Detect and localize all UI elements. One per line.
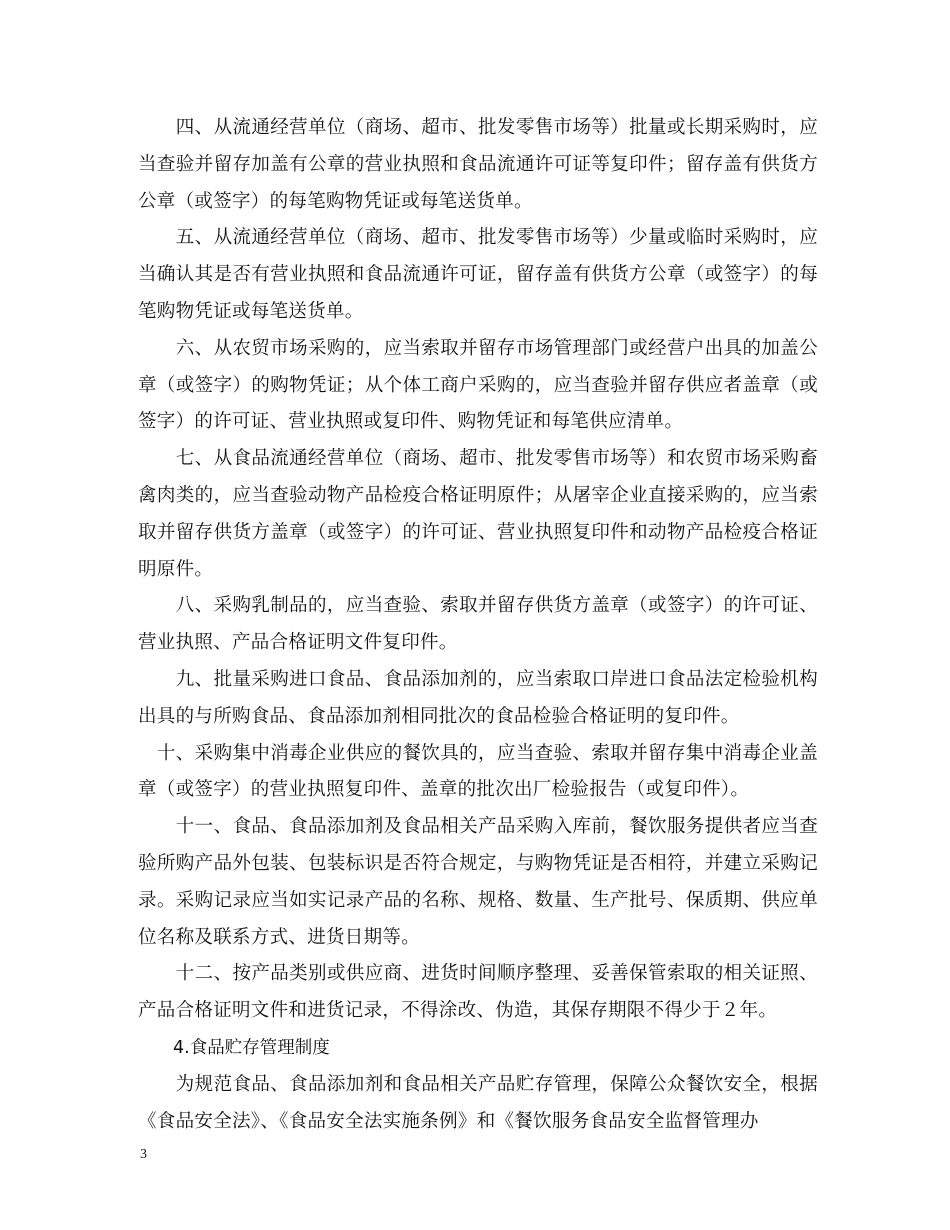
paragraph-10: 十、采购集中消毒企业供应的餐饮具的，应当查验、索取并留存集中消毒企业盖章（或签字）的营业执照复印件、盖章的批次出厂检验报告（或复印件）。 (138, 742, 818, 801)
paragraph-9: 九、批量采购进口食品、食品添加剂的，应当索取口岸进口食品法定检验机构出具的与所购食品、食品添加剂相同批次的食品检验合格证明的复印件。 (138, 668, 818, 727)
paragraph-storage-intro: 为规范食品、食品添加剂和食品相关产品贮存管理，保障公众餐饮安全，根据《食品安全法》、《食品安全法实施条例》和《餐饮服务食品安全监督管理办 (138, 1073, 818, 1132)
paragraph-6: 六、从农贸市场采购的，应当索取并留存市场管理部门或经营户出具的加盖公章（或签字）的购物凭证；从个体工商户采购的，应当查验并留存供应者盖章（或签字）的许可证、营业执照或复印件、购物凭证和每笔供应清单。 (138, 337, 818, 433)
paragraph-4: 四、从流通经营单位（商场、超市、批发零售市场等）批量或长期采购时，应当查验并留存加盖有公章的营业执照和食品流通许可证等复印件；留存盖有供货方公章（或签字）的每笔购物凭证或每笔送货单。 (138, 117, 818, 212)
section-heading: 4.食品贮存管理制度 (138, 1037, 330, 1058)
page-number: 3 (140, 1147, 147, 1162)
paragraph-11: 十一、食品、食品添加剂及食品相关产品采购入库前，餐饮服务提供者应当查验所购产品外包装、包装标识是否符合规定，与购物凭证是否相符，并建立采购记录。采购记录应当如实记录产品的名称、规格、数量、生产批号、保质期、供应单位名称及联系方式、进货日期等。 (138, 816, 818, 948)
paragraph-5: 五、从流通经营单位（商场、超市、批发零售市场等）少量或临时采购时，应当确认其是否有营业执照和食品流通许可证，留存盖有供货方公章（或签字）的每笔购物凭证或每笔送货单。 (138, 227, 818, 322)
document-body (138, 110, 818, 1140)
paragraph-8: 八、采购乳制品的，应当查验、索取并留存供货方盖章（或签字）的许可证、营业执照、产品合格证明文件复印件。 (138, 595, 818, 654)
paragraph-12: 十二、按产品类别或供应商、进货时间顺序整理、妥善保管索取的相关证照、产品合格证明文件和进货记录，不得涂改、伪造，其保存期限不得少于２年。 (138, 963, 818, 1022)
paragraph-7: 七、从食品流通经营单位（商场、超市、批发零售市场等）和农贸市场采购畜禽肉类的，应当查验动物产品检疫合格证明原件；从屠宰企业直接采购的，应当索取并留存供货方盖章（或签字）的许可证、营业执照复印件和动物产品检疫合格证明原件。 (138, 448, 818, 580)
